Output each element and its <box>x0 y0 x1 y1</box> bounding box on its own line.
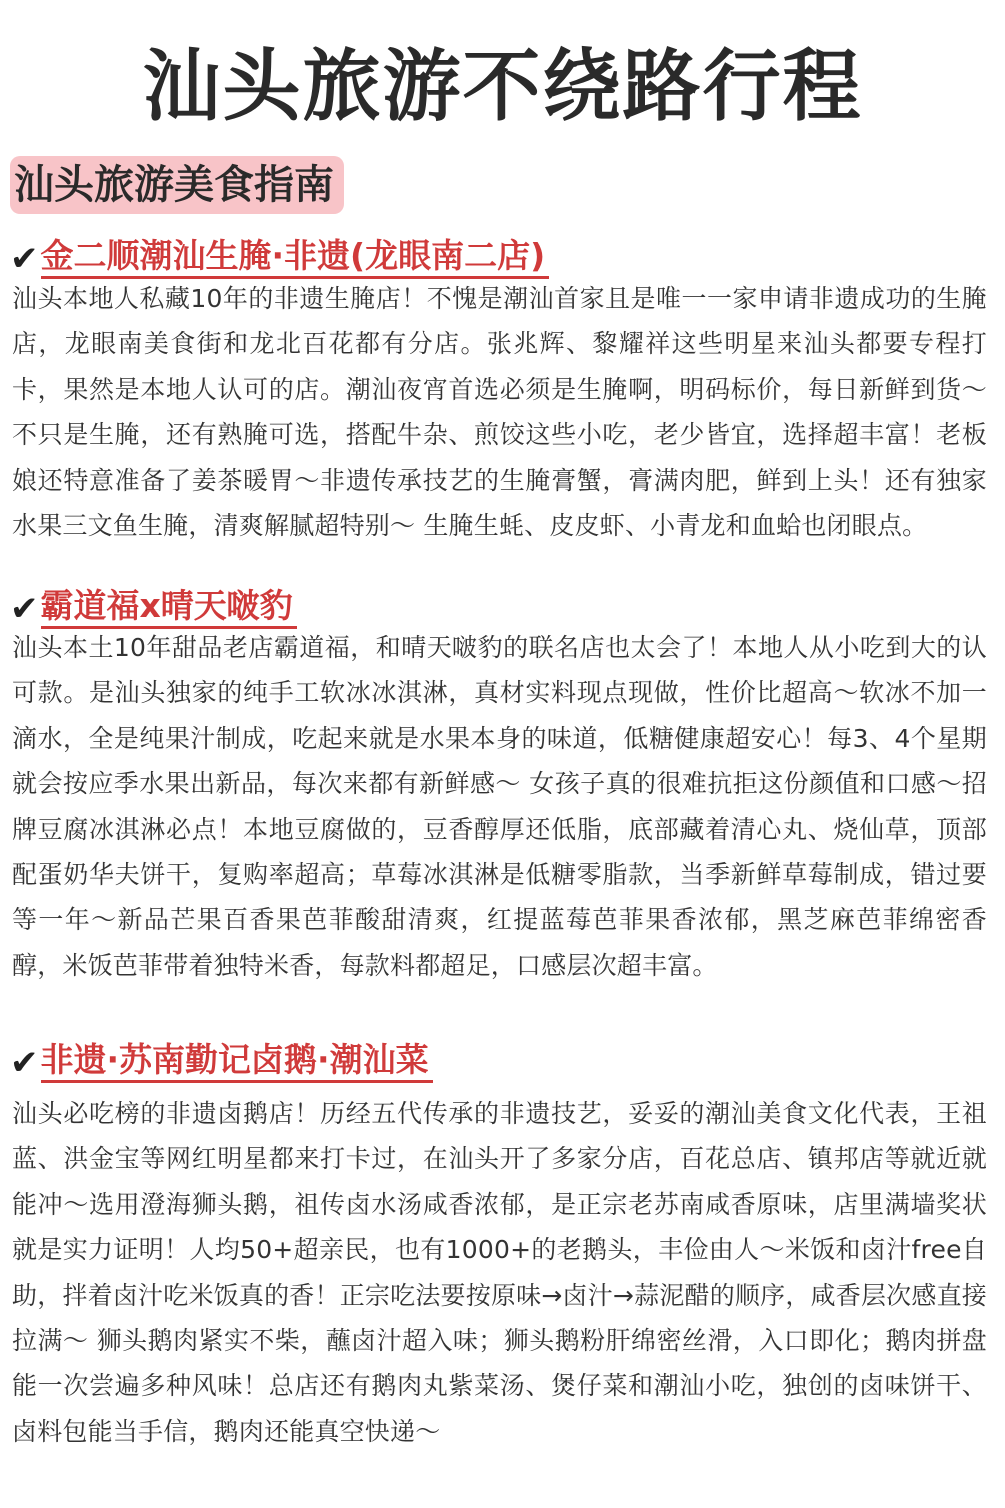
section-heading-1 <box>10 236 549 279</box>
section-heading-2 <box>10 586 297 629</box>
section-heading-text: 金二顺潮汕生腌·非遗(龙眼南二店) <box>41 236 550 279</box>
section-body-1: 汕头本地人私藏10年的非遗生腌店！不愧是潮汕首家且是唯一一家申请非遗成功的生腌店，龙眼南美食街和龙北百花都有分店。张兆辉、黎耀祥这些明星来汕头都要专程打卡，果然是本地人认可的店。潮汕夜宵首选必须是生腌啊，明码标价，每日新鲜到货～不只是生腌，还有熟腌可选，搭配牛杂、煎饺这些小吃，老少皆宜，选择超丰富！老板娘还特意准备了姜茶暖胃～非遗传承技艺的生腌膏蟹，膏满肉肥，鲜到上头！还有独家水果三文鱼生腌，清爽解腻超特别～ 生腌生蚝、皮皮虾、小青龙和血蛤也闭眼点。 <box>12 284 987 541</box>
section-heading-text: 霸道福x晴天啵豹 <box>41 586 297 629</box>
subtitle-banner <box>10 156 344 214</box>
section-heading-3 <box>10 1040 433 1083</box>
subtitle: 汕头旅游美食指南 <box>14 162 334 208</box>
check-icon: ✔ <box>10 1043 39 1083</box>
check-icon: ✔ <box>10 239 39 279</box>
section-heading-text: 非遗·苏南勤记卤鹅·潮汕菜 <box>41 1040 433 1083</box>
check-icon: ✔ <box>10 589 39 629</box>
section-body-3: 汕头必吃榜的非遗卤鹅店！历经五代传承的非遗技艺，妥妥的潮汕美食文化代表，王祖蓝、洪金宝等网红明星都来打卡过，在汕头开了多家分店，百花总店、镇邦店等就近就能冲～选用澄海狮头鹅，祖传卤水汤咸香浓郁，是正宗老苏南咸香原味，店里满墙奖状就是实力证明！人均50+超亲民，也有1000+的老鹅头，丰俭由人～米饭和卤汁free自助，拌着卤汁吃米饭真的香！正宗吃法要按原味→卤汁→蒜泥醋的顺序，咸香层次感直接拉满～ 狮头鹅肉紧实不柴，蘸卤汁超入味；狮头鹅粉肝绵密丝滑，入口即化；鹅肉拼盘能一次尝遍多种风味！总店还有鹅肉丸紫菜汤、煲仔菜和潮汕小吃，独创的卤味饼干、卤料包能当手信，鹅肉还能真空快递～ <box>12 1099 987 1446</box>
section-body-2: 汕头本土10年甜品老店霸道福，和晴天啵豹的联名店也太会了！本地人从小吃到大的认可款。是汕头独家的纯手工软冰冰淇淋，真材实料现点现做，性价比超高～软冰不加一滴水，全是纯果汁制成，吃起来就是水果本身的味道，低糖健康超安心！每3、4个星期就会按应季水果出新品，每次来都有新鲜感～ 女孩子真的很难抗拒这份颜值和口感～招牌豆腐冰淇淋必点！本地豆腐做的，豆香醇厚还低脂，底部藏着清心丸、烧仙草，顶部配蛋奶华夫饼干，复购率超高；草莓冰淇淋是低糖零脂款，当季新鲜草莓制成，错过要等一年～新品芒果百香果芭菲酸甜清爽，红提蓝莓芭菲果香浓郁，黑芝麻芭菲绵密香醇，米饭芭菲带着独特米香，每款料都超足，口感层次超丰富。 <box>12 633 987 980</box>
page-title: 汕头旅游不绕路行程 <box>142 42 863 132</box>
